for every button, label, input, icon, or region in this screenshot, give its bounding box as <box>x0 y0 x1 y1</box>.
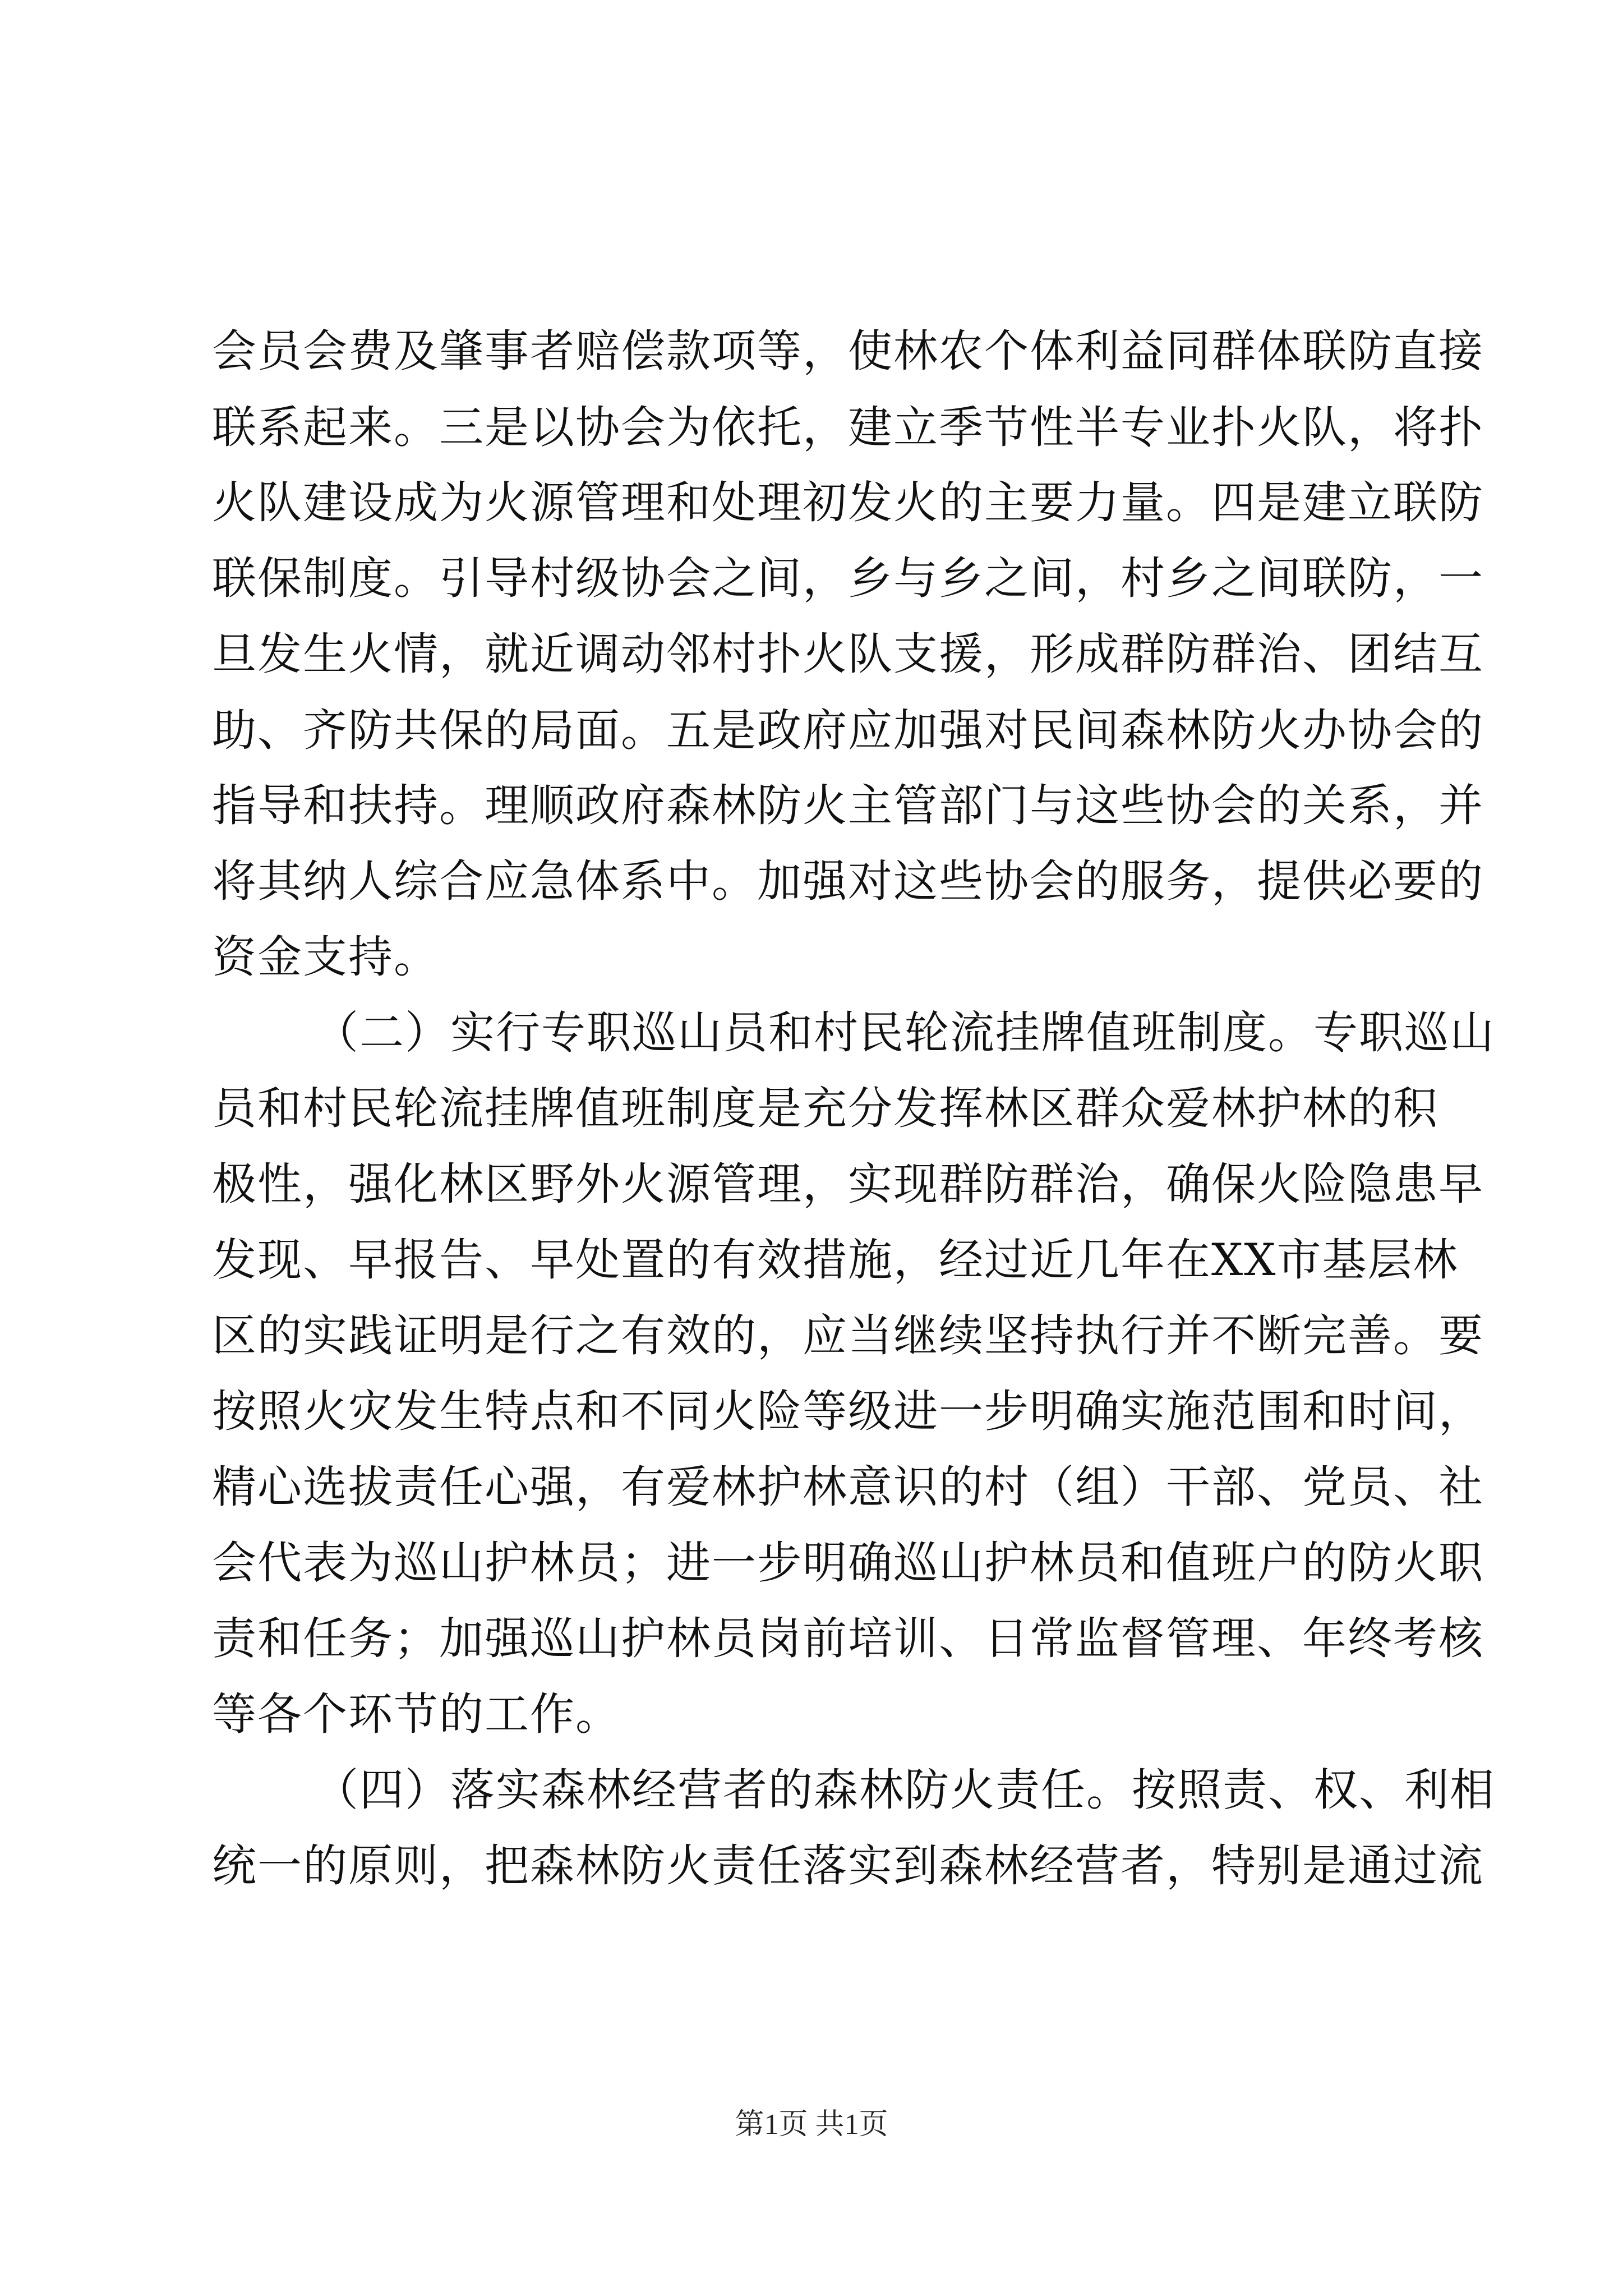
text-line: 员和村民轮流挂牌值班制度是充分发挥林区群众爱林护林的积 <box>212 1083 1438 1134</box>
text-line: 责和任务；加强巡山护林员岗前培训、日常监督管理、年终考核 <box>212 1613 1484 1664</box>
text-line: 旦发生火情，就近调动邻村扑火队支援，形成群防群治、团结互 <box>212 628 1484 680</box>
text-line: 指导和扶持。理顺政府森林防火主管部门与这些协会的关系，并 <box>212 780 1484 831</box>
paragraph-start-line: （四）落实森林经营者的森林防火责任。按照责、权、利相 <box>314 1764 1495 1816</box>
text-line: 联系起来。三是以协会为依托，建立季节性半专业扑火队，将扑 <box>212 402 1484 453</box>
text-line: 联保制度。引导村级协会之间，乡与乡之间，村乡之间联防，一 <box>212 553 1484 604</box>
paragraph-start-line: （二）实行专职巡山员和村民轮流挂牌值班制度。专职巡山 <box>314 1007 1495 1059</box>
text-line: 资金支持。 <box>212 931 439 983</box>
text-line: 发现、早报告、早处置的有效措施，经过近几年在XX市基层林 <box>212 1234 1459 1286</box>
page-footer: 第1页 共1页 <box>735 2109 888 2141</box>
text-line: 会员会费及肇事者赔偿款项等，使林农个体利益同群体联防直接 <box>212 325 1484 377</box>
text-line: 区的实践证明是行之有效的，应当继续坚持执行并不断完善。要 <box>212 1310 1484 1361</box>
text-line: 火队建设成为火源管理和处理初发火的主要力量。四是建立联防 <box>212 477 1484 528</box>
text-line: 将其纳人综合应急体系中。加强对这些协会的服务，提供必要的 <box>212 855 1484 907</box>
text-line: 极性，强化林区野外火源管理，实现群防群治，确保火险隐患早 <box>212 1158 1484 1210</box>
text-line: 按照火灾发生特点和不同火险等级进一步明确实施范围和时间， <box>212 1386 1484 1437</box>
text-line: 助、齐防共保的局面。五是政府应加强对民间森林防火办协会的 <box>212 705 1484 756</box>
text-line: 精心选拔责任心强，有爱林护林意识的村（组）干部、党员、社 <box>212 1461 1484 1513</box>
text-line: 统一的原则，把森林防火责任落实到森林经营者，特别是通过流 <box>212 1840 1484 1892</box>
text-line: 等各个环节的工作。 <box>212 1688 621 1740</box>
text-line: 会代表为巡山护林员；进一步明确巡山护林员和值班户的防火职 <box>212 1537 1484 1589</box>
